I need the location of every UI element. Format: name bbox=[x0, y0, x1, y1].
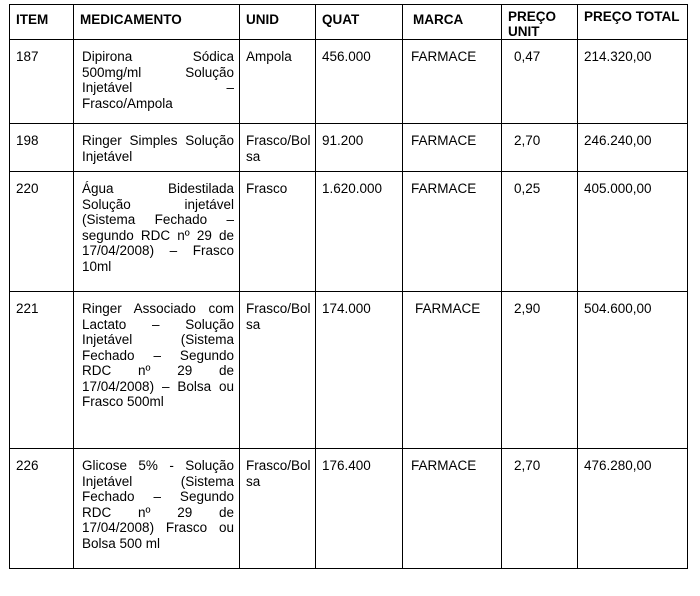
cell-preco-total: 214.320,00 bbox=[578, 40, 688, 124]
table-row bbox=[10, 449, 688, 569]
cell-item: 198 bbox=[10, 124, 74, 172]
cell-marca: FARMACE bbox=[403, 449, 502, 569]
cell-quat: 456.000 bbox=[316, 40, 403, 124]
header-quat: QUAT bbox=[316, 5, 403, 40]
cell-marca: FARMACE bbox=[403, 124, 502, 172]
cell-medicamento: Glicose 5% - Solução Injetável (Sistema Fechado – Segundo RDC nº 29 de 17/04/2008) Frasco ou Bolsa 500 ml bbox=[74, 449, 240, 569]
cell-medicamento: Ringer Associado com Lactato – Solução Injetável (Sistema Fechado – Segundo RDC nº 29 de 17/04/2008) – Bolsa ou Frasco 500ml bbox=[74, 292, 240, 449]
cell-preco-total: 246.240,00 bbox=[578, 124, 688, 172]
cell-preco-unit: 2,90 bbox=[502, 292, 578, 449]
cell-preco-unit: 0,25 bbox=[502, 172, 578, 292]
table-row bbox=[10, 40, 688, 124]
header-preco-total: PREÇO TOTAL bbox=[578, 5, 688, 40]
table-row bbox=[10, 292, 688, 449]
cell-item: 220 bbox=[10, 172, 74, 292]
cell-quat: 176.400 bbox=[316, 449, 403, 569]
cell-quat: 1.620.000 bbox=[316, 172, 403, 292]
cell-preco-total: 476.280,00 bbox=[578, 449, 688, 569]
header-row bbox=[10, 5, 688, 40]
cell-preco-total: 405.000,00 bbox=[578, 172, 688, 292]
cell-unid: Ampola bbox=[240, 40, 316, 124]
cell-item: 226 bbox=[10, 449, 74, 569]
cell-item: 221 bbox=[10, 292, 74, 449]
cell-marca: FARMACE bbox=[403, 172, 502, 292]
table-header bbox=[10, 5, 688, 40]
cell-unid: Frasco bbox=[240, 172, 316, 292]
cell-item: 187 bbox=[10, 40, 74, 124]
cell-marca: FARMACE bbox=[403, 292, 502, 449]
cell-preco-unit: 2,70 bbox=[502, 124, 578, 172]
cell-medicamento: Ringer Simples Solução Injetável bbox=[74, 124, 240, 172]
cell-medicamento: Água Bidestilada Solução injetável (Sistema Fechado – segundo RDC nº 29 de 17/04/2008) – Frasco 10ml bbox=[74, 172, 240, 292]
cell-unid: Frasco/Bolsa bbox=[240, 124, 316, 172]
header-marca: MARCA bbox=[403, 5, 502, 40]
header-medicamento: MEDICAMENTO bbox=[74, 5, 240, 40]
medication-price-table bbox=[9, 4, 688, 569]
table-row bbox=[10, 172, 688, 292]
cell-preco-unit: 0,47 bbox=[502, 40, 578, 124]
header-item: ITEM bbox=[10, 5, 74, 40]
cell-unid: Frasco/Bolsa bbox=[240, 292, 316, 449]
cell-preco-unit: 2,70 bbox=[502, 449, 578, 569]
cell-unid: Frasco/Bolsa bbox=[240, 449, 316, 569]
cell-quat: 174.000 bbox=[316, 292, 403, 449]
cell-marca: FARMACE bbox=[403, 40, 502, 124]
table-body bbox=[10, 40, 688, 569]
header-unid: UNID bbox=[240, 5, 316, 40]
table-row bbox=[10, 124, 688, 172]
cell-quat: 91.200 bbox=[316, 124, 403, 172]
header-preco-unit: PREÇO UNIT bbox=[502, 5, 578, 40]
cell-medicamento: Dipirona Sódica 500mg/ml Solução Injetável – Frasco/Ampola bbox=[74, 40, 240, 124]
cell-preco-total: 504.600,00 bbox=[578, 292, 688, 449]
